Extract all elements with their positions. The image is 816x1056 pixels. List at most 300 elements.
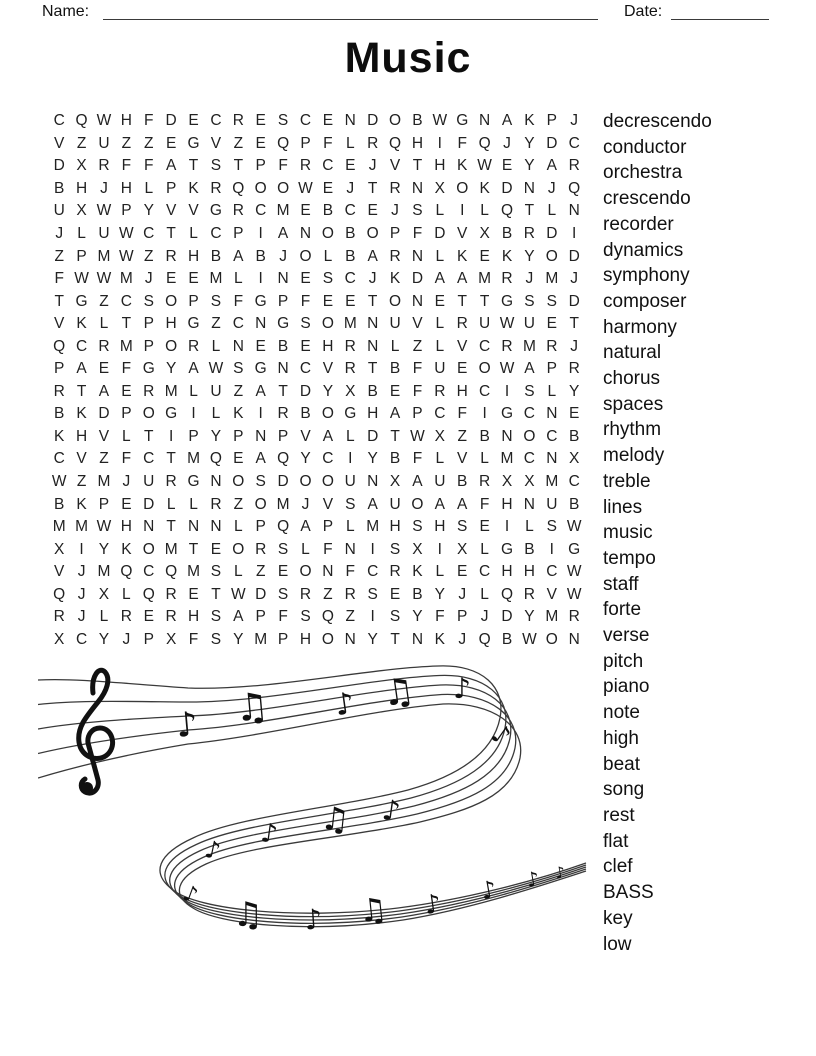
grid-letter: E [389,585,401,603]
grid-letter: P [300,134,311,152]
eighth-note-icon: ♪ [258,818,280,851]
grid-letter: Q [500,585,514,603]
grid-letter: A [98,382,110,400]
grid-letter: G [187,315,200,333]
grid-letter: P [255,518,266,536]
grid-letter: S [210,563,222,581]
grid-letter: L [345,518,355,536]
grid-letter: K [76,405,87,423]
grid-letter: S [345,495,356,513]
eighth-note-icon: ♪ [422,889,444,922]
grid-letter: V [165,202,177,220]
grid-letter: O [545,630,558,648]
grid-letter: V [54,563,65,581]
grid-letter: R [434,382,446,400]
grid-letter: G [456,112,469,130]
grid-letter: B [345,225,356,242]
grid-letter: C [367,563,379,581]
word-list-item: song [603,779,645,801]
grid-letter: R [389,563,401,581]
grid-letter: V [54,134,65,152]
grid-letter: X [434,427,445,445]
grid-letter: C [232,315,244,333]
grid-letter: H [322,337,334,355]
grid-letter: L [301,540,310,558]
grid-letter: Y [412,608,423,626]
grid-letter: Y [367,630,378,648]
grid-letter: N [210,518,222,536]
grid-letter: E [501,157,513,175]
grid-letter: R [187,337,200,355]
grid-letter: N [568,630,580,648]
grid-letter: N [210,473,222,491]
grid-letter: D [546,225,558,242]
grid-letter: H [501,563,513,581]
grid-letter: K [457,157,468,175]
grid-letter: H [456,382,468,400]
grid-letter: E [300,270,311,288]
grid-letter: R [299,585,312,603]
grid-letter: B [389,360,401,378]
grid-letter: D [367,427,379,445]
grid-letter: L [435,202,445,220]
grid-letter: S [277,585,289,603]
grid-letter: D [143,495,155,513]
grid-letter: R [501,270,513,288]
grid-letter: N [232,337,244,355]
grid-letter: W [432,112,448,130]
word-list-item: forte [603,599,642,621]
grid-letter: R [568,608,580,626]
grid-letter: N [367,337,379,355]
grid-letter: E [188,585,199,603]
beamed-notes-icon: ♫ [356,889,390,931]
grid-letter: O [321,315,334,333]
grid-letter: W [499,360,515,378]
grid-letter: C [75,337,88,355]
grid-letter: N [299,225,312,242]
grid-letter: J [279,247,287,265]
grid-letter: X [501,473,513,491]
grid-letter: K [233,405,244,423]
grid-letter: B [501,225,513,242]
grid-letter: M [187,450,200,468]
grid-letter: B [501,630,513,648]
grid-letter: C [53,112,65,130]
grid-letter: N [277,360,289,378]
grid-letter: N [411,292,424,310]
grid-letter: O [321,630,334,648]
grid-letter: Y [233,630,244,648]
grid-letter: E [255,337,266,355]
grid-letter: R [456,315,468,333]
grid-letter: C [434,405,446,423]
grid-letter: V [457,225,468,242]
grid-letter: H [434,518,446,536]
grid-letter: F [412,360,423,378]
grid-letter: W [522,630,537,648]
grid-letter: J [77,608,86,626]
grid-letter: A [434,495,445,513]
grid-letter: G [254,360,267,378]
grid-letter: J [570,337,579,355]
grid-letter: W [499,315,515,333]
grid-letter: S [524,382,535,400]
grid-letter: E [322,112,334,130]
grid-letter: L [99,608,109,626]
grid-letter: F [479,495,490,513]
word-list-item: rhythm [603,419,662,441]
grid-letter: X [345,382,356,400]
grid-letter: L [189,225,198,242]
grid-letter: C [143,450,155,468]
grid-letter: Q [478,134,491,152]
grid-letter: D [501,179,513,197]
grid-letter: B [367,382,378,400]
grid-letter: C [210,225,222,242]
grid-letter: N [523,495,535,513]
grid-letter: D [299,382,312,400]
grid-letter: O [321,405,334,423]
beamed-notes-icon: ♫ [232,895,264,935]
grid-letter: Q [277,450,290,468]
grid-letter: Z [323,585,333,603]
grid-letter: R [367,134,379,152]
grid-letter: E [165,270,177,288]
grid-letter: C [120,292,132,310]
grid-letter: E [300,337,311,355]
grid-letter: M [545,270,559,288]
word-list-item: key [603,907,633,929]
grid-letter: P [412,405,423,423]
grid-letter: X [457,540,468,558]
grid-letter: J [144,270,153,288]
grid-letter: K [434,630,445,648]
word-list-item: conductor [603,136,687,158]
grid-letter: P [277,427,289,445]
grid-letter: C [299,112,312,130]
grid-letter: I [258,225,263,242]
grid-letter: N [411,630,424,648]
grid-letter: W [298,179,313,197]
grid-letter: E [188,112,199,130]
grid-letter: F [278,157,288,175]
grid-letter: R [210,495,222,513]
grid-letter: A [233,247,244,265]
grid-letter: X [76,202,87,220]
grid-letter: E [367,202,378,220]
staff-line [38,666,586,913]
grid-letter: T [412,157,423,175]
grid-letter: N [277,270,289,288]
grid-letter: H [75,179,88,197]
grid-letter: Q [75,112,88,130]
grid-letter: L [189,495,198,513]
grid-letter: J [503,134,511,152]
grid-letter: R [277,405,289,423]
grid-letter: Z [121,134,132,152]
word-list-item: clef [603,856,633,878]
puzzle-title: Music [344,34,472,82]
date-blank-line [671,4,769,20]
grid-letter: H [299,630,312,648]
grid-letter: Z [76,134,87,152]
grid-letter: I [572,225,577,242]
grid-letter: A [255,450,266,468]
grid-letter: M [545,473,559,491]
grid-letter: M [522,337,536,355]
grid-letter: T [144,427,154,445]
grid-letter: Q [321,608,334,626]
word-list-item: orchestra [603,162,683,184]
grid-letter: E [479,518,490,536]
grid-letter: K [188,179,199,197]
grid-letter: O [232,540,245,558]
eighth-note-icon: ♪ [202,834,224,866]
grid-letter: R [232,202,244,220]
grid-letter: A [457,270,468,288]
grid-letter: A [277,225,289,242]
grid-letter: F [457,405,467,423]
grid-letter: R [53,608,65,626]
grid-letter: E [277,563,289,581]
grid-letter: H [187,247,200,265]
grid-letter: V [322,495,334,513]
grid-letter: N [367,473,379,491]
grid-letter: Q [478,630,491,648]
word-list-item: rest [603,804,635,826]
grid-letter: P [546,360,557,378]
grid-letter: N [344,112,356,130]
grid-letter: W [119,225,134,242]
name-label: Name: [42,3,90,20]
grid-letter: P [143,315,154,333]
word-list-item: melody [603,445,665,467]
grid-letter: T [188,157,199,175]
grid-letter: U [523,315,535,333]
grid-letter: E [255,134,266,152]
grid-letter: L [122,585,131,603]
grid-letter: N [479,112,491,130]
grid-letter: M [478,270,492,288]
grid-letter: U [434,473,446,491]
grid-letter: Q [120,563,133,581]
grid-letter: K [501,247,513,265]
grid-letter: U [479,315,491,333]
grid-letter: T [278,382,288,400]
grid-letter: D [277,473,289,491]
beamed-notes-icon: ♫ [232,683,271,731]
grid-letter: W [96,202,112,220]
grid-letter: K [457,247,468,265]
grid-letter: A [300,518,311,536]
grid-letter: F [345,563,355,581]
grid-letter: O [366,225,379,242]
grid-letter: O [389,292,402,310]
beamed-notes-icon: ♫ [379,670,418,716]
grid-letter: W [208,360,224,378]
grid-letter: B [322,202,334,220]
grid-letter: T [457,292,467,310]
grid-letter: S [412,518,423,536]
grid-letter: G [254,292,267,310]
grid-letter: P [54,360,65,378]
word-list-item: natural [603,342,662,364]
grid-letter: T [367,292,378,310]
grid-letter: E [457,563,468,581]
grid-letter: X [389,473,401,491]
grid-letter: U [546,495,558,513]
grid-letter: M [366,518,380,536]
grid-letter: E [434,292,445,310]
grid-letter: L [345,134,355,152]
grid-letter: H [367,405,379,423]
grid-letter: C [546,427,558,445]
grid-letter: C [143,563,155,581]
grid-letter: R [523,585,535,603]
grid-letter: K [524,112,535,130]
grid-letter: T [569,315,579,333]
grid-letter: V [546,585,557,603]
grid-letter: B [54,179,65,197]
eighth-note-icon: ♪ [485,718,516,753]
grid-letter: N [546,450,558,468]
grid-letter: W [566,585,582,603]
grid-letter: F [412,450,423,468]
grid-letter: G [187,473,200,491]
eighth-note-icon: ♪ [453,672,471,705]
grid-letter: M [164,540,178,558]
grid-letter: L [122,427,131,445]
grid-letter: S [367,585,378,603]
grid-letter: E [457,360,468,378]
grid-letter: K [412,563,423,581]
grid-letter: S [546,518,557,536]
grid-letter: C [479,337,491,355]
grid-letter: T [121,315,132,333]
grid-letter: J [77,585,86,603]
grid-letter: L [435,450,445,468]
grid-letter: M [97,563,111,581]
grid-letter: Q [53,337,66,355]
grid-letter: E [345,292,356,310]
grid-letter: O [456,179,469,197]
grid-letter: J [570,112,579,130]
word-list-item: chorus [603,368,661,390]
grid-letter: R [523,225,535,242]
grid-letter: T [166,450,176,468]
grid-letter: X [165,630,177,648]
grid-letter: R [501,337,513,355]
grid-letter: H [120,179,132,197]
grid-letter: C [479,563,491,581]
grid-letter: R [98,157,110,175]
grid-letter: G [568,540,581,558]
word-list-item: low [603,933,632,955]
grid-letter: C [523,450,535,468]
beamed-notes-icon: ♫ [318,798,352,840]
grid-letter: M [75,518,89,536]
grid-letter: Z [457,427,467,445]
grid-letter: J [458,585,467,603]
grid-letter: D [568,247,580,265]
grid-letter: M [52,518,66,536]
grid-letter: D [98,405,110,423]
grid-letter: P [277,292,289,310]
grid-letter: L [234,270,243,288]
grid-letter: L [435,337,445,355]
grid-letter: R [568,157,580,175]
grid-letter: S [300,608,311,626]
grid-letter: X [54,540,65,558]
grid-letter: L [547,202,557,220]
grid-letter: C [143,225,155,242]
grid-letter: S [277,112,289,130]
grid-letter: B [345,247,356,265]
grid-letter: L [435,315,445,333]
grid-letter: U [98,134,110,152]
grid-letter: R [568,360,580,378]
grid-letter: H [523,563,535,581]
grid-letter: H [434,157,446,175]
eighth-note-icon: ♪ [553,862,567,883]
grid-letter: O [165,337,178,355]
grid-letter: A [412,473,423,491]
grid-letter: I [437,134,442,152]
word-list-item: spaces [603,393,664,415]
grid-letter: F [121,157,132,175]
grid-letter: Y [300,450,311,468]
grid-letter: B [54,495,65,513]
grid-letter: T [524,202,535,220]
grid-letter: T [367,179,378,197]
grid-letter: P [143,337,154,355]
grid-letter: G [500,540,514,558]
grid-letter: G [187,134,200,152]
grid-letter: O [321,473,334,491]
grid-letter: W [96,270,112,288]
grid-letter: F [412,225,423,242]
grid-letter: B [412,112,423,130]
grid-letter: Y [524,134,535,152]
name-blank-line [103,4,598,20]
eighth-note-icon: ♪ [303,902,324,937]
grid-letter: E [300,202,311,220]
grid-letter: P [165,179,177,197]
grid-letter: R [232,112,244,130]
grid-letter: H [187,608,200,626]
treble-clef-icon [79,670,113,793]
grid-letter: Z [54,247,64,265]
grid-letter: S [457,518,468,536]
grid-letter: Y [569,382,580,400]
grid-letter: E [479,247,490,265]
grid-letter: T [188,540,199,558]
grid-letter: E [121,495,132,513]
grid-letter: D [568,292,580,310]
grid-letter: T [233,157,244,175]
grid-letter: R [53,382,65,400]
grid-letter: S [389,608,401,626]
grid-letter: X [479,225,490,242]
grid-letter: J [122,473,131,491]
grid-letter: L [189,382,198,400]
grid-letter: T [54,292,64,310]
grid-letter: A [367,247,378,265]
grid-letter: U [53,202,65,220]
grid-letter: N [187,518,200,536]
grid-letter: H [120,518,132,536]
